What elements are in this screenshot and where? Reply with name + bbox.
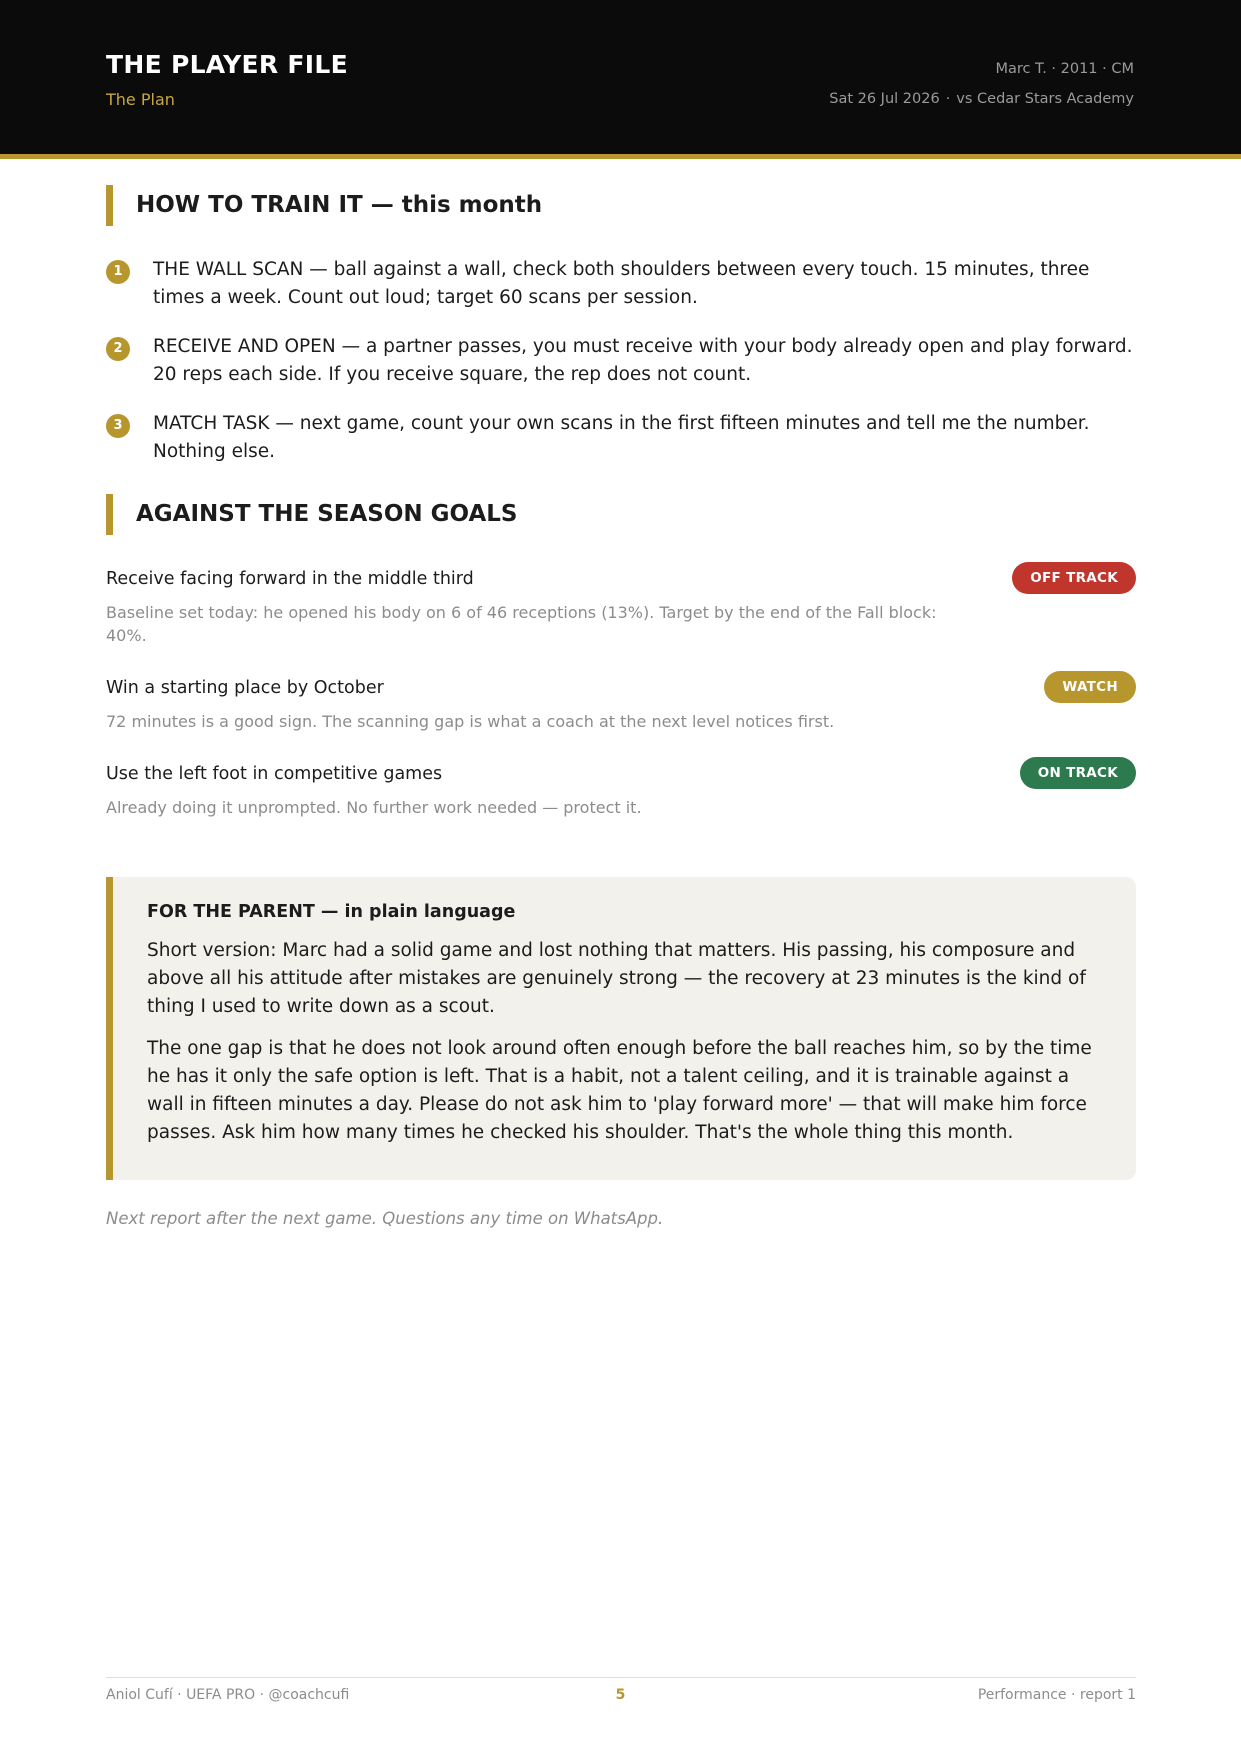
step-text: THE WALL SCAN — ball against a wall, check both shoulders between every touch. 15 minutes, three times a week. Count out loud; target 60 scans per session. (153, 259, 1090, 308)
step-number-badge: 2 (106, 337, 130, 361)
footer-author: Aniol Cufí · UEFA PRO · @coachcufi (106, 1687, 350, 1703)
goal-note: Already doing it unprompted. No further work needed — protect it. (106, 798, 642, 817)
training-steps (106, 256, 1136, 487)
status-badge-on-track: ON TRACK (1020, 757, 1136, 789)
player-info: Marc T. · 2011 · CM (995, 61, 1134, 77)
goal-item (106, 669, 1136, 733)
goal-item (106, 755, 1136, 819)
status-badge-watch: WATCH (1044, 671, 1136, 703)
parent-summary-paragraph: Short version: Marc had a solid game and lost nothing that matters. His passing, his composure and above all his attitude after mistakes are genuinely strong — the recovery at 23 minutes is the kind of thing I used to write down as a scout. (147, 940, 1086, 1017)
goal-title: Win a starting place by October (106, 678, 384, 698)
goal-title: Use the left foot in competitive games (106, 764, 443, 784)
page-number: 5 (615, 1687, 626, 1703)
document-title: THE PLAYER FILE (106, 50, 348, 79)
parent-summary-box (106, 877, 1136, 1180)
step-text: RECEIVE AND OPEN — a partner passes, you must receive with your body already open and play forward. 20 reps each side. If you receive square, the rep does not count. (153, 336, 1133, 385)
training-step (106, 410, 1136, 466)
document-subtitle: The Plan (106, 90, 175, 109)
match-opponent: vs Cedar Stars Academy (956, 91, 1134, 107)
closing-note: Next report after the next game. Questions any time on WhatsApp. (106, 1209, 664, 1228)
training-heading: HOW TO TRAIN IT — this month (106, 185, 542, 226)
match-date: Sat 26 Jul 2026 (829, 91, 940, 107)
page-header (0, 0, 1241, 159)
footer-divider (106, 1677, 1136, 1678)
match-info (829, 91, 1134, 107)
footer-report-label: Performance · report 1 (977, 1687, 1136, 1703)
step-number-badge: 1 (106, 260, 130, 284)
training-step (106, 256, 1136, 312)
goal-item (106, 560, 1136, 647)
status-badge-off-track: OFF TRACK (1012, 562, 1136, 594)
step-text: MATCH TASK — next game, count your own scans in the first fifteen minutes and tell me the number. Nothing else. (153, 413, 1090, 462)
goal-note: Baseline set today: he opened his body on 6 of 46 receptions (13%). Target by the end of the Fall block: 40%. (106, 603, 937, 645)
match-separator: · (945, 91, 951, 107)
parent-summary-paragraph: The one gap is that he does not look around often enough before the ball reaches him, so by the time he has it only the safe option is left. That is a habit, not a talent ceiling, and it is trainable against a wall in fifteen minutes a day. Please do not ask him to 'play forward more' — that will make him force passes. Ask him how many times he checked his shoulder. That's the whole thing this month. (147, 1038, 1092, 1143)
step-number-badge: 3 (106, 414, 130, 438)
parent-summary-title: FOR THE PARENT — in plain language (147, 902, 516, 922)
goal-note: 72 minutes is a good sign. The scanning gap is what a coach at the next level notices first. (106, 712, 835, 731)
goal-title: Receive facing forward in the middle third (106, 569, 474, 589)
training-step (106, 333, 1136, 389)
goals-heading: AGAINST THE SEASON GOALS (106, 494, 518, 535)
season-goals (106, 560, 1136, 841)
